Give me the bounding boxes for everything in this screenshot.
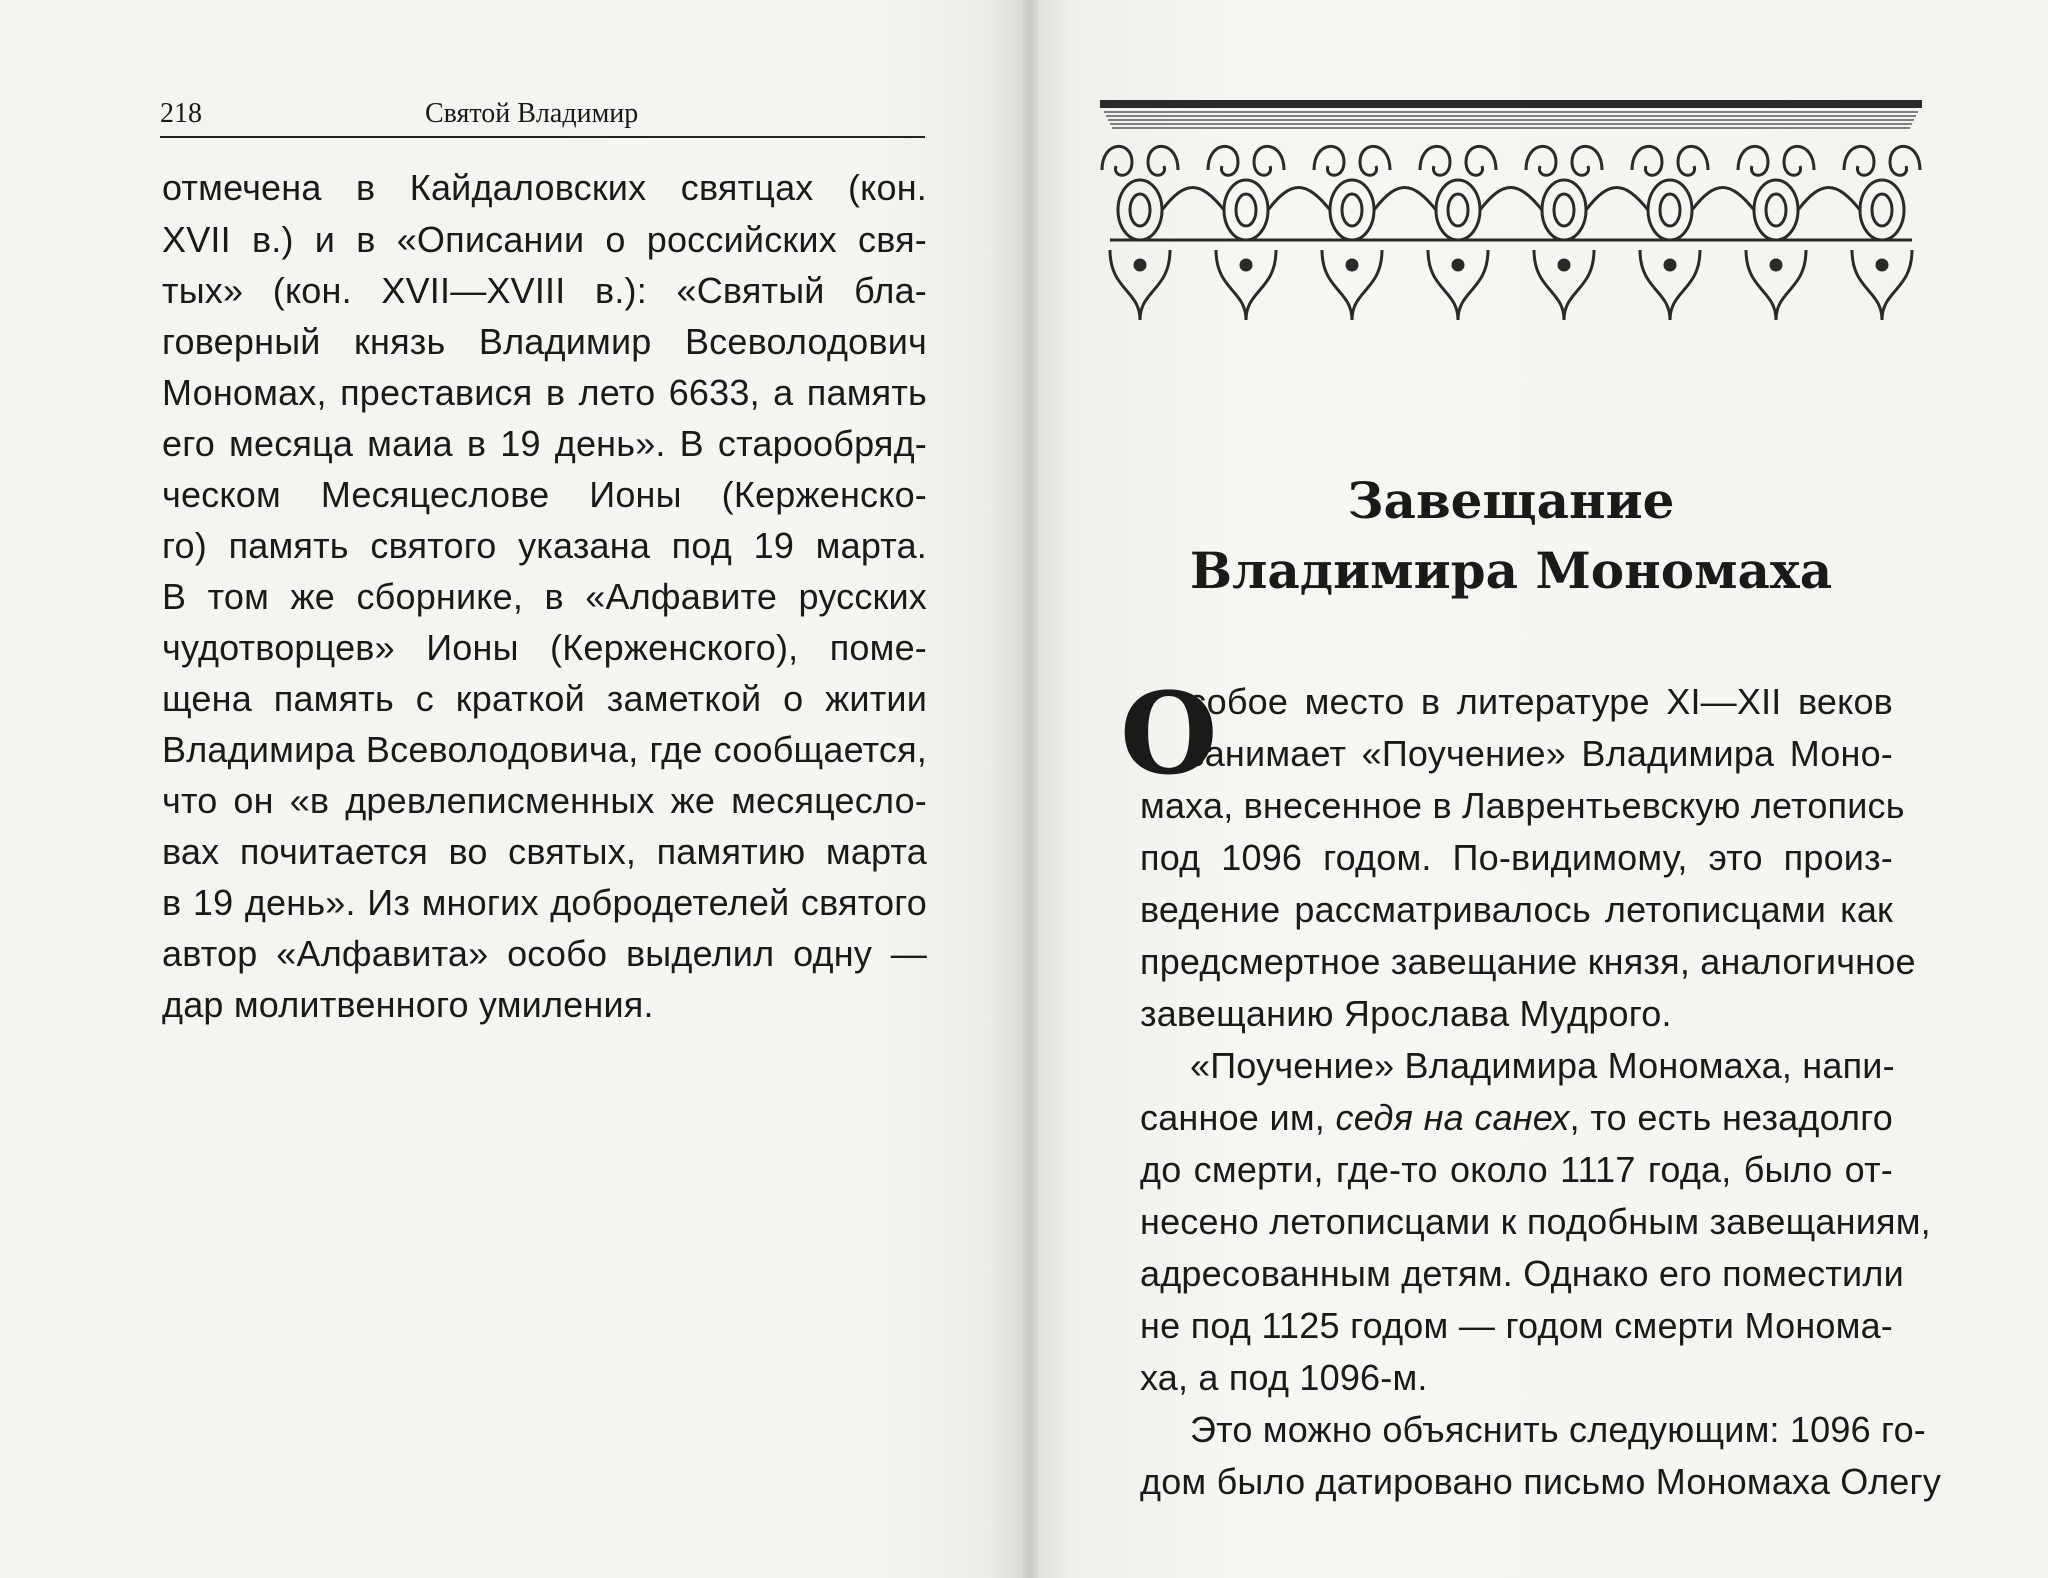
text-line: тых» (кон. XVII—XVIII в.): «Святый бла- bbox=[162, 270, 927, 311]
ornament-knot bbox=[1860, 180, 1904, 240]
text-line: дар молитвенного умиления. bbox=[162, 984, 654, 1025]
text-line: В том же сборнике, в «Алфавите русских bbox=[162, 576, 927, 617]
ornament-scroll bbox=[1360, 146, 1390, 175]
drop-cap: О bbox=[1120, 669, 1218, 800]
ornament-scroll bbox=[1314, 146, 1344, 175]
text-line: дом было датировано письмо Мономаха Олегу bbox=[1140, 1461, 1942, 1502]
ornament-scroll bbox=[1208, 146, 1238, 175]
text-line: его месяца маиа в 19 день». В старообряд- bbox=[162, 423, 927, 464]
ornament-dot bbox=[1877, 260, 1887, 270]
text-line: занимает «Поучение» Владимира Моно- bbox=[1188, 733, 1893, 774]
ornament-knot bbox=[1554, 194, 1574, 226]
text-line: предсмертное завещание князя, аналогичное bbox=[1140, 941, 1916, 982]
ornament-scroll bbox=[1738, 146, 1768, 175]
text-line: автор «Алфавита» особо выделил одну — bbox=[162, 933, 927, 974]
ornament-knot bbox=[1342, 194, 1362, 226]
page-number: 218 bbox=[160, 98, 202, 129]
book-gutter bbox=[1022, 0, 1038, 1578]
ornament-arch bbox=[1586, 188, 1648, 211]
ornament-arch bbox=[1798, 188, 1860, 211]
ornament-knot bbox=[1130, 194, 1150, 226]
ornament-scroll bbox=[1784, 146, 1814, 175]
ornament-dot bbox=[1347, 260, 1357, 270]
ornament-dot bbox=[1559, 260, 1569, 270]
ornament-arch bbox=[1374, 188, 1436, 211]
running-title: Святой Владимир bbox=[425, 98, 639, 129]
text-line: в 19 день». Из многих добродетелей святого bbox=[162, 882, 927, 923]
text-line: несено летописцами к подобным завещаниям, bbox=[1140, 1201, 1931, 1242]
text-line: до смерти, где-то около 1117 года, было от- bbox=[1140, 1149, 1893, 1190]
ornament-arch bbox=[1480, 188, 1542, 211]
running-head bbox=[160, 96, 925, 138]
text-line: отмечена в Кайдаловских святцах (кон. bbox=[162, 167, 927, 208]
ornament-knot bbox=[1872, 194, 1892, 226]
ornament-scroll bbox=[1844, 146, 1874, 175]
text-line: Мономах, преставися в лето 6633, а память bbox=[162, 372, 927, 413]
ornament-knot bbox=[1542, 180, 1586, 240]
ornament-scroll bbox=[1254, 146, 1284, 175]
ornament-arch bbox=[1162, 188, 1224, 211]
text-line: XVII в.) и в «Описании о российских свя- bbox=[162, 219, 927, 260]
text-line: собое место в литературе XI—XII веков bbox=[1188, 681, 1893, 722]
text-line: под 1096 годом. По-видимому, это произ- bbox=[1140, 837, 1893, 878]
text-line: говерный князь Владимир Всеволодович bbox=[162, 321, 927, 362]
text-run: санное им, bbox=[1140, 1097, 1336, 1138]
ornament-scroll bbox=[1102, 146, 1132, 175]
ornament-arch bbox=[1692, 188, 1754, 211]
text-line bbox=[1140, 1098, 1893, 1138]
ornament-knot bbox=[1236, 194, 1256, 226]
text-run: , то есть незадолго bbox=[1569, 1097, 1893, 1138]
italic-phrase: седя на санех bbox=[1335, 1097, 1570, 1138]
text-line: что он «в древлеписменных же месяцесло- bbox=[162, 780, 927, 821]
text-line: го) память святого указана под 19 марта. bbox=[162, 525, 927, 566]
ornament-knot bbox=[1660, 194, 1680, 226]
text-line: Это можно объяснить следующим: 1096 го- bbox=[1190, 1409, 1926, 1450]
ornament-knot bbox=[1118, 180, 1162, 240]
text-line: ха, а под 1096-м. bbox=[1140, 1357, 1428, 1398]
text-line: маха, внесенное в Лаврентьевскую летопись bbox=[1140, 785, 1905, 826]
ornament-scroll bbox=[1148, 146, 1178, 175]
ornament-knot bbox=[1766, 194, 1786, 226]
text-line: вах почитается во святых, памятию марта bbox=[162, 831, 927, 872]
ornament-dot bbox=[1135, 260, 1145, 270]
ornament-scroll bbox=[1420, 146, 1450, 175]
text-line: ведение рассматривалось летописцами как bbox=[1140, 889, 1893, 930]
text-line: ческом Месяцеслове Ионы (Керженско- bbox=[162, 474, 927, 515]
chapter-title-line1: Завещание bbox=[1347, 471, 1675, 530]
ornament-knot bbox=[1224, 180, 1268, 240]
ornament-scroll bbox=[1632, 146, 1662, 175]
ornament-scroll bbox=[1466, 146, 1496, 175]
ornament-dot bbox=[1453, 260, 1463, 270]
ornament-scroll bbox=[1526, 146, 1556, 175]
ornament-dot bbox=[1241, 260, 1251, 270]
ornament-knot bbox=[1754, 180, 1798, 240]
text-line: не под 1125 годом — годом смерти Монома- bbox=[1140, 1305, 1893, 1346]
text-line: адресованным детям. Однако его поместили bbox=[1140, 1253, 1904, 1294]
text-line: «Поучение» Владимира Мономаха, напи- bbox=[1190, 1045, 1895, 1086]
ornament-scroll bbox=[1890, 146, 1920, 175]
text-line: чудотворцев» Ионы (Керженского), поме- bbox=[162, 627, 927, 668]
text-line: завещанию Ярослава Мудрого. bbox=[1140, 993, 1672, 1034]
ornament-dot bbox=[1771, 260, 1781, 270]
ornament-scroll bbox=[1572, 146, 1602, 175]
ornament-knot bbox=[1436, 180, 1480, 240]
ornament-arch bbox=[1268, 188, 1330, 211]
ornament-knot bbox=[1330, 180, 1374, 240]
ornament-knot bbox=[1648, 180, 1692, 240]
text-line: щена память с краткой заметкой о житии bbox=[162, 678, 927, 719]
ornament-dot bbox=[1665, 260, 1675, 270]
ornament-knot bbox=[1448, 194, 1468, 226]
chapter-title-line2: Владимира Мономаха bbox=[1189, 541, 1833, 600]
text-line: Владимира Всеволодовича, где сообщается, bbox=[162, 729, 927, 770]
decorative-ornament bbox=[1100, 100, 1922, 330]
ornament-scroll bbox=[1678, 146, 1708, 175]
